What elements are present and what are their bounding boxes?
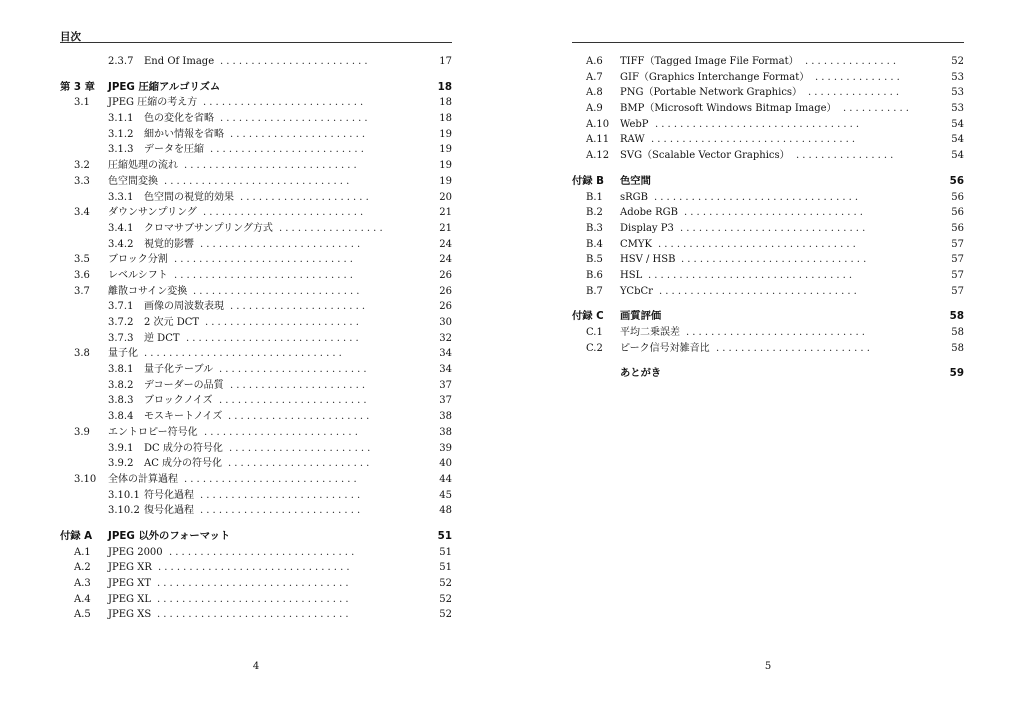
toc-leader-dots: .........................	[716, 342, 873, 354]
toc-entry-page: 53	[951, 103, 964, 115]
toc-entry[interactable]	[60, 54, 452, 70]
toc-entry[interactable]	[60, 190, 452, 206]
toc-entry-title: DC 成分の符号化	[144, 442, 223, 454]
toc-entry[interactable]	[60, 472, 452, 488]
toc-entry[interactable]	[572, 117, 964, 133]
toc-entry-number: 3.9.1	[108, 442, 134, 454]
toc-entry-number: 第 3 章	[60, 80, 95, 93]
toc-entry-number: 3.7.2	[108, 317, 134, 328]
toc-entry-title: 逆 DCT	[144, 332, 180, 344]
toc-entry[interactable]	[60, 576, 452, 592]
toc-entry[interactable]	[60, 252, 452, 268]
toc-entry[interactable]	[572, 190, 964, 206]
toc-entry-title: JPEG 2000	[108, 546, 163, 558]
toc-entry-number: 3.8.4	[108, 411, 134, 423]
toc-entry-title: End Of Image	[144, 56, 215, 67]
toc-entry[interactable]	[572, 148, 964, 164]
toc-entry-title: CMYK	[620, 238, 652, 250]
toc-leader-dots: .............................	[686, 327, 869, 338]
toc-entry-number: 付録 C	[572, 310, 604, 323]
toc-entry[interactable]	[60, 545, 452, 561]
toc-entry-number: B.4	[586, 238, 603, 250]
toc-entry-number: 3.8.3	[108, 395, 134, 407]
toc-entry-number: B.6	[586, 269, 603, 281]
toc-leader-dots: ........................	[219, 395, 370, 407]
toc-entry-number: 3.7	[74, 285, 90, 297]
toc-entry-number: C.1	[586, 327, 603, 338]
toc-entry-title: WebP	[620, 118, 649, 130]
toc-entry-number: 付録 B	[572, 174, 605, 187]
toc-entry-title: 量子化	[108, 348, 138, 360]
toc-entry-title: 色空間の視覚的効果	[144, 191, 234, 203]
toc-entry[interactable]	[572, 221, 964, 237]
toc-entry-number: A.12	[586, 150, 610, 162]
toc-entry-page: 58	[951, 327, 964, 338]
toc-leader-dots: .......................	[229, 442, 374, 454]
toc-entry[interactable]	[60, 362, 452, 378]
toc-entry-title: HSL	[620, 269, 643, 281]
toc-entry-title: 量子化テーブル	[144, 364, 214, 376]
toc-entry-page: 20	[439, 191, 452, 203]
toc-entry-page: 57	[951, 285, 964, 297]
running-header: 目次	[60, 31, 81, 43]
toc-entry-title: GIF（Graphics Interchange Format）	[620, 71, 810, 83]
toc-chapter-entry[interactable]	[572, 366, 964, 382]
toc-entry-title: あとがき	[620, 367, 662, 380]
toc-entry-number: 3.4	[74, 207, 90, 219]
toc-leader-dots: .................	[279, 222, 386, 234]
toc-entry-title: デコーダーの品質	[144, 379, 224, 391]
header-rule-right	[572, 42, 964, 43]
left-page	[60, 0, 452, 726]
toc-leader-dots: ..............................	[169, 546, 358, 558]
toc-entry[interactable]	[60, 284, 452, 300]
toc-leader-dots: ......................	[230, 128, 369, 140]
toc-entry[interactable]	[60, 441, 452, 457]
toc-entry-title: ブロックノイズ	[144, 395, 213, 407]
toc-gap	[60, 519, 452, 529]
toc-entry-title: PNG（Portable Network Graphics）	[620, 87, 803, 99]
toc-entry-number: A.9	[586, 103, 603, 115]
toc-leader-dots: .........................	[210, 144, 367, 156]
toc-entry-title: JPEG XT	[108, 578, 151, 589]
toc-entry-title: クロマサブサンプリング方式	[144, 222, 273, 234]
toc-entry-title: 細かい情報を省略	[144, 128, 224, 140]
toc-entry-title: レベルシフト	[108, 269, 168, 281]
toc-leader-dots: ...............	[805, 56, 900, 67]
toc-entry-number: 3.8.1	[108, 364, 134, 376]
toc-entry-page: 56	[951, 191, 964, 203]
toc-entry-page: 45	[439, 489, 452, 501]
toc-entry-number: A.8	[586, 87, 603, 99]
toc-entry[interactable]	[60, 503, 452, 519]
toc-entry[interactable]	[572, 237, 964, 253]
toc-entry-page: 34	[439, 348, 452, 360]
toc-entry-page: 19	[439, 160, 452, 172]
toc-entry[interactable]	[572, 341, 964, 357]
toc-entry-title: ダウンサンプリング	[108, 207, 197, 219]
toc-entry[interactable]	[60, 221, 452, 237]
toc-entry-number: 3.3	[74, 175, 90, 187]
toc-entry-title: 色の変化を省略	[144, 113, 214, 125]
toc-entry-number: A.10	[586, 118, 610, 130]
toc-entry-title: エントロピー符号化	[108, 426, 198, 438]
toc-entry-title: 復号化過程	[144, 505, 194, 517]
toc-entry-title: AC 成分の符号化	[144, 458, 223, 470]
toc-entry-number: 3.10.2	[108, 505, 140, 517]
toc-entry-title: TIFF（Tagged Image File Format）	[620, 56, 799, 67]
toc-entry-title: 画像の周波数表現	[144, 301, 224, 313]
toc-entry[interactable]	[572, 205, 964, 221]
toc-leader-dots: ...............................	[157, 609, 352, 621]
toc-leader-dots: ...............................	[157, 578, 352, 589]
toc-entry-title: RAW	[620, 134, 645, 146]
toc-entry-page: 37	[439, 379, 452, 391]
toc-entry-title: 平均二乗誤差	[620, 327, 680, 338]
toc-leader-dots: ..........................	[200, 505, 364, 517]
toc-entry-number: A.2	[74, 562, 91, 574]
toc-entry-page: 54	[951, 118, 964, 130]
toc-leader-dots: ...............	[808, 87, 903, 99]
toc-entry-title: 色空間変換	[108, 175, 158, 187]
toc-entry-number: 3.1.3	[108, 144, 134, 156]
toc-entry-title: 全体の計算過程	[108, 473, 178, 485]
toc-entry-page: 24	[439, 254, 452, 266]
toc-leader-dots: ..............	[815, 71, 903, 83]
toc-entry-number: C.2	[586, 342, 603, 354]
toc-entry-number: 3.4.2	[108, 238, 134, 250]
toc-entry[interactable]	[60, 488, 452, 504]
toc-entry-number: 3.8.2	[108, 379, 134, 391]
toc-entry[interactable]	[60, 560, 452, 576]
toc-entry[interactable]	[60, 268, 452, 284]
toc-entry-title: HSV / HSB	[620, 254, 676, 266]
toc-entry[interactable]	[60, 174, 452, 190]
toc-entry-page: 57	[951, 254, 964, 266]
toc-entry-title: ピーク信号対雑音比	[620, 342, 710, 354]
toc-entry-number: 3.6	[74, 269, 90, 281]
toc-entry-title: 2 次元 DCT	[144, 317, 200, 328]
toc-entry-page: 54	[951, 150, 964, 162]
toc-entry-title: 離散コサイン変換	[108, 285, 188, 297]
toc-leader-dots: ............................	[184, 160, 360, 172]
toc-entry-page: 48	[439, 505, 452, 517]
toc-entry-number: A.6	[586, 56, 603, 67]
toc-leader-dots: ................................	[659, 285, 860, 297]
toc-entry[interactable]	[60, 158, 452, 174]
toc-entry-number: B.2	[586, 207, 603, 219]
toc-entry-number: 3.1.1	[108, 113, 134, 125]
toc-entry-page: 21	[439, 207, 452, 219]
toc-entry-page: 57	[951, 269, 964, 281]
toc-leader-dots: .................................	[654, 191, 862, 203]
toc-leader-dots: .................................	[651, 134, 859, 146]
toc-gap	[572, 299, 964, 309]
toc-entry[interactable]	[60, 393, 452, 409]
toc-entry-page: 26	[439, 269, 452, 281]
toc-entry[interactable]	[60, 331, 452, 347]
right-page	[572, 0, 964, 726]
toc-entry-title: データを圧縮	[144, 144, 204, 156]
toc-entry[interactable]	[60, 346, 452, 362]
toc-entry-number: 3.9	[74, 426, 90, 438]
toc-entry-page: 19	[439, 175, 452, 187]
toc-leader-dots: ..............................	[164, 175, 353, 187]
toc-entry-page: 52	[439, 578, 452, 589]
toc-chapter-entry[interactable]	[60, 80, 452, 96]
toc-entry-number: A.3	[74, 578, 91, 589]
toc-entry-number: 3.7.1	[108, 301, 134, 313]
toc-leader-dots: ......................	[230, 301, 369, 313]
toc-leader-dots: ................................	[144, 348, 345, 360]
toc-entry-number: 3.10.1	[108, 489, 140, 501]
toc-leader-dots: ......................	[230, 379, 369, 391]
toc-leader-dots: ........................	[219, 364, 370, 376]
toc-entry-number: A.11	[586, 134, 610, 146]
toc-entry-page: 44	[439, 473, 452, 485]
toc-entry-page: 19	[439, 144, 452, 156]
toc-entry[interactable]	[572, 54, 964, 70]
toc-entry-title: モスキートノイズ	[144, 411, 223, 423]
toc-entry[interactable]	[60, 237, 452, 253]
toc-entry-number: 3.7.3	[108, 332, 134, 344]
toc-entry-number: 3.1.2	[108, 128, 134, 140]
toc-entry[interactable]	[60, 299, 452, 315]
toc-entry-page: 19	[439, 128, 452, 140]
toc-leader-dots: ...........................	[193, 285, 363, 297]
toc-entry-title: BMP（Microsoft Windows Bitmap Image）	[620, 103, 837, 115]
toc-entry[interactable]	[60, 378, 452, 394]
toc-entry[interactable]	[60, 592, 452, 608]
toc-leader-dots: .........................	[205, 317, 362, 328]
toc-entry-page: 53	[951, 87, 964, 99]
toc-chapter-entry[interactable]	[572, 309, 964, 325]
toc-entry-number: A.5	[74, 609, 91, 621]
toc-entry-title: 視覚的影響	[144, 238, 194, 250]
toc-entry-page: 18	[439, 113, 452, 125]
toc-entry-page: 38	[439, 411, 452, 423]
toc-chapter-entry[interactable]	[572, 174, 964, 190]
toc-entry-title: Display P3	[620, 222, 674, 234]
toc-entry[interactable]	[60, 409, 452, 425]
toc-leader-dots: .................................	[655, 118, 863, 130]
toc-entry-page: 37	[439, 395, 452, 407]
toc-entry-page: 51	[439, 546, 452, 558]
toc-entry-number: 3.9.2	[108, 458, 134, 470]
toc-leader-dots: ..........................	[200, 238, 364, 250]
toc-entry[interactable]	[572, 70, 964, 86]
toc-leader-dots: ............................	[186, 332, 362, 344]
toc-entry[interactable]	[572, 268, 964, 284]
toc-leader-dots: ...............................	[158, 562, 353, 574]
toc-entry-page: 59	[949, 367, 964, 380]
toc-entry[interactable]	[60, 142, 452, 158]
toc-entry-number: 3.2	[74, 160, 90, 172]
toc-entry[interactable]	[60, 127, 452, 143]
toc-entry-number: 3.5	[74, 254, 90, 266]
toc-entry-page: 18	[439, 97, 452, 109]
header-rule	[60, 42, 452, 43]
toc-entry-page: 52	[951, 56, 964, 67]
toc-entry-page: 52	[439, 609, 452, 621]
toc-entry-page: 26	[439, 285, 452, 297]
toc-left	[60, 54, 452, 623]
toc-entry[interactable]	[60, 111, 452, 127]
toc-entry-page: 26	[439, 301, 452, 313]
toc-entry-title: Adobe RGB	[620, 207, 679, 219]
page-number-left: 4	[252, 661, 260, 672]
toc-leader-dots: ............................	[184, 473, 360, 485]
toc-right	[572, 54, 964, 382]
toc-entry-title: JPEG XR	[108, 562, 152, 574]
toc-entry-number: A.4	[74, 593, 91, 605]
toc-entry[interactable]	[572, 132, 964, 148]
toc-entry-number: 3.10	[74, 473, 97, 485]
toc-entry-page: 17	[439, 56, 452, 67]
toc-entry[interactable]	[60, 315, 452, 331]
toc-entry-page: 52	[439, 593, 452, 605]
toc-leader-dots: ..........................	[203, 207, 367, 219]
toc-entry[interactable]	[60, 425, 452, 441]
toc-leader-dots: ..............................	[681, 254, 870, 266]
toc-entry-number: 3.4.1	[108, 222, 134, 234]
toc-entry-number: A.7	[586, 71, 603, 83]
toc-entry-title: JPEG 以外のフォーマット	[108, 529, 231, 542]
toc-leader-dots: .........................	[204, 426, 361, 438]
toc-gap	[572, 164, 964, 174]
toc-leader-dots: ..........................	[203, 97, 367, 109]
toc-entry[interactable]	[572, 325, 964, 341]
toc-leader-dots: .................................	[648, 269, 856, 281]
toc-entry-number: 3.1	[74, 97, 90, 109]
toc-gap	[572, 356, 964, 366]
toc-entry-title: JPEG XS	[108, 609, 152, 621]
toc-entry[interactable]	[572, 101, 964, 117]
toc-leader-dots: ..............................	[680, 222, 869, 234]
toc-entry-number: 3.8	[74, 348, 90, 360]
toc-entry-title: 圧縮処理の流れ	[108, 160, 178, 172]
toc-entry-number: B.3	[586, 222, 603, 234]
toc-entry-title: sRGB	[620, 191, 648, 203]
toc-leader-dots: ..........................	[200, 489, 364, 501]
toc-entry[interactable]	[60, 456, 452, 472]
toc-entry-title: ブロック分割	[108, 254, 168, 266]
toc-leader-dots: ................	[796, 150, 897, 162]
toc-leader-dots: ........................	[220, 56, 371, 67]
toc-entry-title: JPEG 圧縮の考え方	[108, 97, 198, 109]
toc-leader-dots: .............................	[174, 254, 357, 266]
toc-entry-page: 53	[951, 71, 964, 83]
toc-entry-title: JPEG XL	[108, 593, 151, 605]
toc-entry[interactable]	[572, 284, 964, 300]
toc-leader-dots: ...............................	[157, 593, 352, 605]
toc-entry-number: B.7	[586, 285, 603, 297]
toc-entry-page: 56	[951, 222, 964, 234]
toc-entry-page: 39	[439, 442, 452, 454]
toc-leader-dots: ................................	[658, 238, 859, 250]
toc-entry[interactable]	[60, 95, 452, 111]
toc-entry-page: 30	[439, 317, 452, 328]
toc-leader-dots: .......................	[228, 411, 373, 423]
toc-entry-title: JPEG 圧縮アルゴリズム	[108, 80, 221, 93]
toc-leader-dots: .............................	[174, 269, 357, 281]
toc-entry-page: 24	[439, 238, 452, 250]
toc-entry[interactable]	[572, 252, 964, 268]
toc-entry-number: A.1	[74, 546, 91, 558]
toc-entry[interactable]	[60, 205, 452, 221]
toc-entry-page: 18	[437, 80, 452, 93]
toc-entry-number: 3.3.1	[108, 191, 134, 203]
toc-entry-page: 21	[439, 222, 452, 234]
toc-gap	[60, 70, 452, 80]
toc-leader-dots: ...........	[843, 103, 913, 115]
toc-entry-page: 38	[439, 426, 452, 438]
toc-leader-dots: .......................	[228, 458, 373, 470]
toc-entry-page: 51	[439, 562, 452, 574]
toc-entry-page: 56	[949, 174, 964, 187]
toc-entry[interactable]	[572, 85, 964, 101]
toc-entry-number: 2.3.7	[108, 56, 134, 67]
toc-entry-page: 34	[439, 364, 452, 376]
toc-entry-number: B.1	[586, 191, 603, 203]
toc-leader-dots: .............................	[684, 207, 867, 219]
toc-entry-page: 57	[951, 238, 964, 250]
toc-entry-title: SVG（Scalable Vector Graphics）	[620, 150, 790, 162]
toc-entry-number: B.5	[586, 254, 603, 266]
toc-entry-title: 色空間	[620, 174, 651, 187]
page-number-right: 5	[764, 661, 772, 672]
toc-entry-page: 58	[949, 310, 964, 323]
toc-entry-page: 40	[439, 458, 452, 470]
toc-entry-page: 54	[951, 134, 964, 146]
toc-entry-page: 58	[951, 342, 964, 354]
toc-leader-dots: .....................	[240, 191, 372, 203]
toc-entry-page: 32	[439, 332, 452, 344]
toc-entry-page: 56	[951, 207, 964, 219]
toc-entry-number: 付録 A	[60, 529, 93, 542]
toc-entry-title: 画質評価	[620, 310, 662, 323]
toc-entry-page: 51	[437, 529, 452, 542]
toc-leader-dots: ........................	[220, 113, 371, 125]
toc-entry-title: YCbCr	[620, 285, 653, 297]
toc-chapter-entry[interactable]	[60, 529, 452, 545]
toc-entry[interactable]	[60, 607, 452, 623]
toc-entry-title: 符号化過程	[144, 489, 194, 501]
